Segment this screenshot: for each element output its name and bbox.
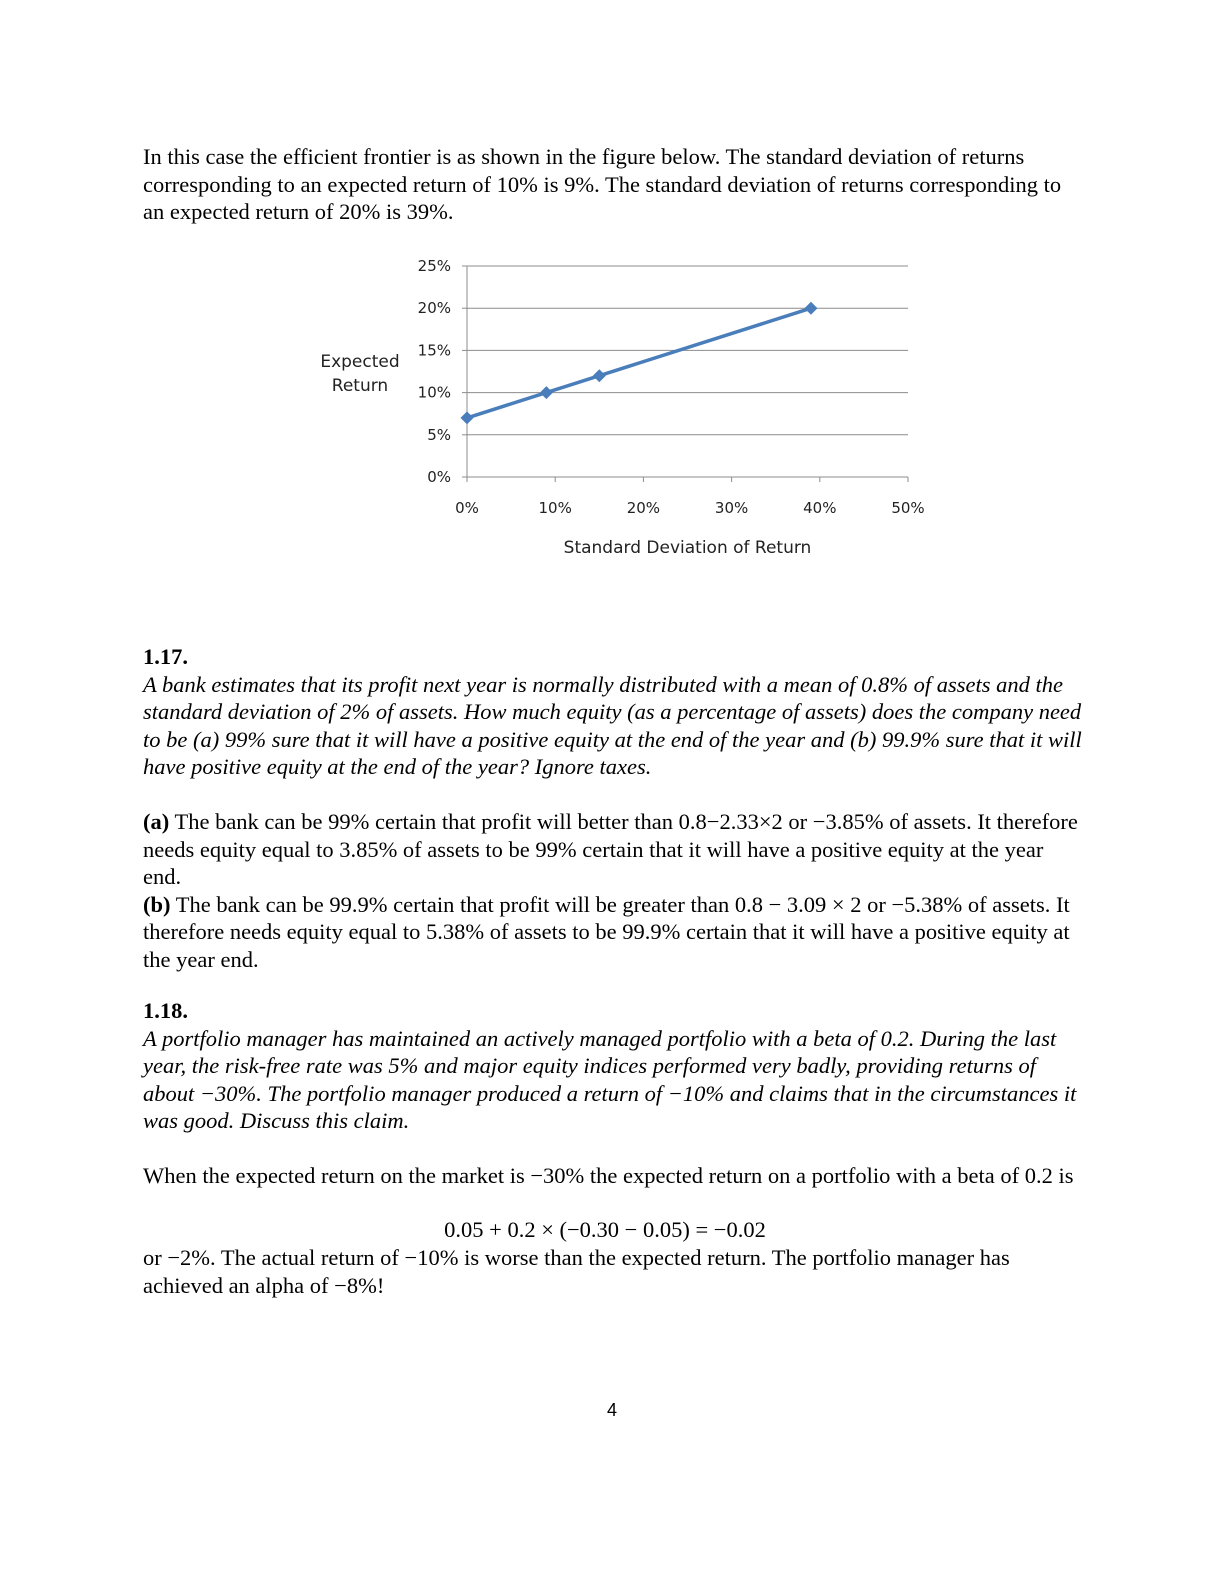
y-tick-label: 15% xyxy=(417,341,451,360)
question-1-18 xyxy=(143,997,1083,1190)
answer-b xyxy=(143,891,1083,974)
question-number: 1.17. xyxy=(143,644,188,669)
data-point-marker xyxy=(804,302,817,315)
y-axis-label-line: Expected xyxy=(320,352,400,372)
x-axis-label: Standard Deviation of Return xyxy=(563,538,812,558)
efficient-frontier-chart xyxy=(300,245,940,565)
question-text: A portfolio manager has maintained an actively managed portfolio with a beta of 0.2. During the last year, the risk-free rate was 5% and major equity indices performed very badly, providing returns of about −30%. The portfolio manager produced a return of −10% and claims that in the circumstances it was good. Discuss this claim. xyxy=(143,1025,1077,1133)
question-1-17 xyxy=(143,643,1083,973)
answer-conclusion: or −2%. The actual return of −10% is worse than the expected return. The portfolio manager has achieved an alpha of −8%! xyxy=(143,1245,1010,1298)
y-tick-label: 25% xyxy=(417,257,451,275)
question-number: 1.18. xyxy=(143,998,188,1023)
data-point-marker xyxy=(593,369,606,382)
answer-b-label: (b) xyxy=(143,891,171,917)
x-tick-label: 50% xyxy=(891,499,925,517)
series-efficient-frontier xyxy=(461,302,818,425)
chart-gridlines xyxy=(467,266,908,435)
x-tick-label: 40% xyxy=(803,499,837,517)
answer-a-text: The bank can be 99% certain that profit will better than 0.8−2.33×2 or −3.85% of assets. It therefore needs equity equal to 3.85% of assets to be 99% certain that it will have a positive equity at the year end. xyxy=(143,809,1078,889)
series-line xyxy=(467,308,811,418)
x-tick-label: 0% xyxy=(455,499,479,517)
question-text: A bank estimates that its profit next year is normally distributed with a mean of 0.8% of assets and the standard deviation of 2% of assets. How much equity (as a percentage of assets) does the company need to be (a) 99% sure that it will have a positive equity at the end of the year and (b) 99.9% sure that it will have positive equity at the end of the year? Ignore taxes. xyxy=(143,671,1082,779)
y-tick-label: 0% xyxy=(427,468,451,486)
y-axis-label xyxy=(320,352,399,396)
y-tick-label: 5% xyxy=(427,425,451,444)
data-point-marker xyxy=(540,386,553,399)
page-number: 4 xyxy=(606,1400,617,1420)
data-point-marker xyxy=(461,411,474,424)
formula-line xyxy=(0,1216,1224,1244)
y-tick-labels xyxy=(418,257,451,486)
answer-a xyxy=(143,808,1083,891)
y-tick-label: 20% xyxy=(417,299,451,318)
x-tick-label: 30% xyxy=(714,499,749,517)
x-tick-label: 20% xyxy=(626,499,661,517)
x-tick-label: 10% xyxy=(538,499,572,517)
x-tick-labels xyxy=(455,499,925,517)
formula-text: 0.05 + 0.2 × (−0.30 − 0.05) = −0.02 xyxy=(444,1217,766,1242)
y-tick-label: 10% xyxy=(417,383,451,402)
chart-axes xyxy=(462,266,908,482)
y-axis-label-line: Return xyxy=(331,376,389,396)
answer-b-text: The bank can be 99.9% certain that profit will be greater than 0.8 − 3.09 × 2 or −5.38% of assets. It therefore needs equity equal to 5.38% of assets to be 99.9% certain that it will have a positive equity at the year end. xyxy=(143,891,1070,972)
intro-paragraph: In this case the efficient frontier is as shown in the figure below. The standard deviation of returns corresponding to an expected return of 10% is 9%. The standard deviation of returns corresponding to an expected return of 20% is 39%. xyxy=(143,144,1062,224)
answer-intro: When the expected return on the market is −30% the expected return on a portfolio with a beta of 0.2 is xyxy=(143,1163,1074,1188)
answer-a-label: (a) xyxy=(143,809,170,834)
